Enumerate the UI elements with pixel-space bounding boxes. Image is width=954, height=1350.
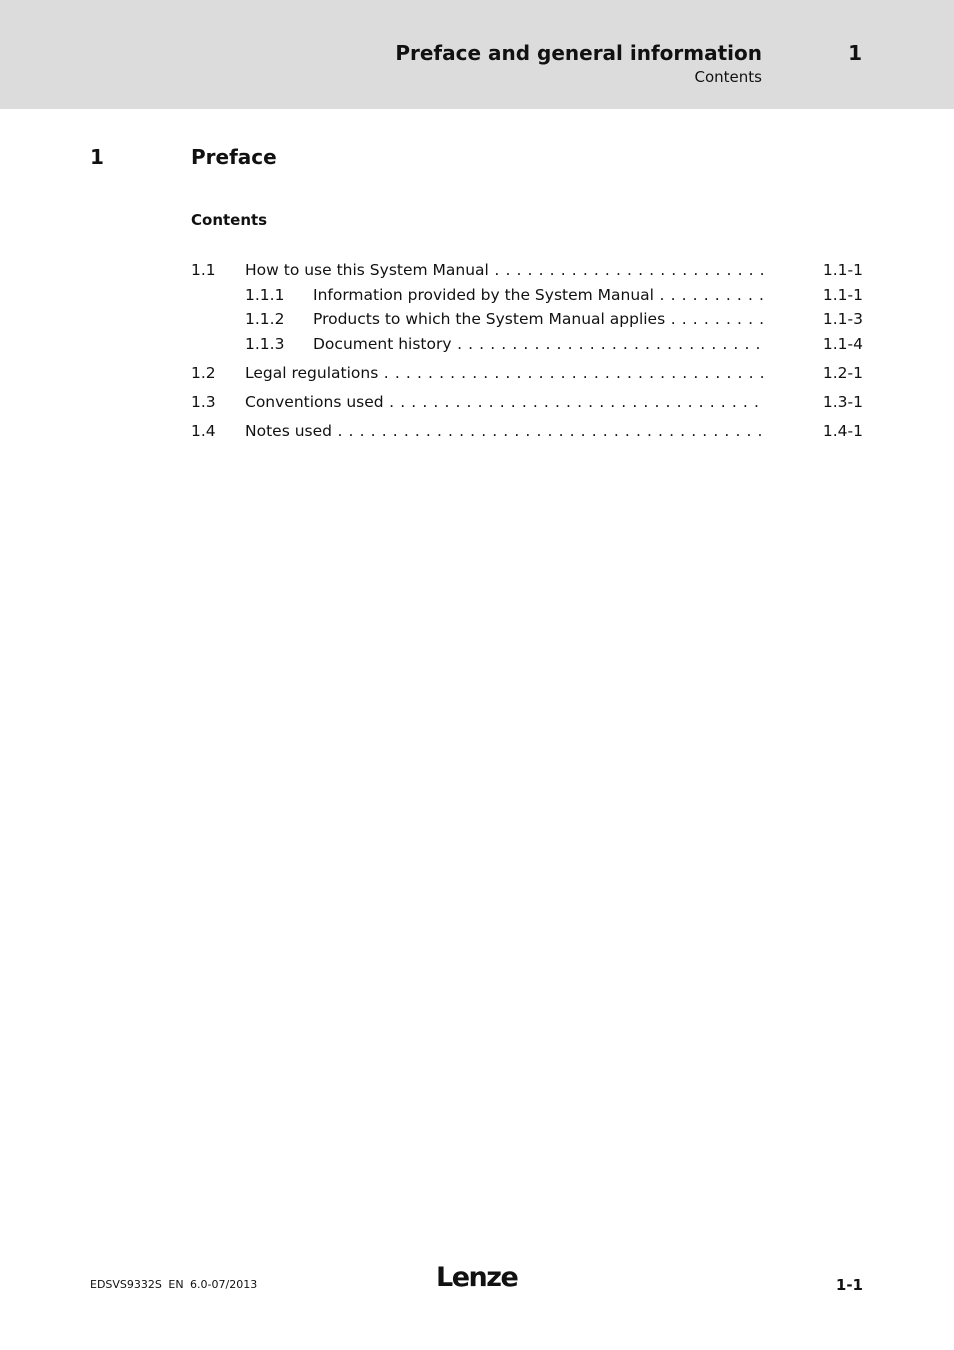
toc-entry-title[interactable]: Document history . . . bbox=[313, 333, 765, 355]
toc-entry-title[interactable]: Notes used . . . bbox=[245, 420, 765, 442]
toc-entry-number: 1.1.1 bbox=[245, 286, 285, 304]
toc-entry-number: 1.2 bbox=[191, 364, 216, 382]
toc-entry-page[interactable]: 1.1-3 bbox=[822, 310, 863, 328]
toc-entry[interactable] bbox=[0, 420, 954, 442]
footer-document-id: EDSVS9332S EN 6.0-07/2013 bbox=[90, 1278, 258, 1291]
toc-entry-number: 1.1.2 bbox=[245, 310, 285, 328]
page-header bbox=[0, 0, 954, 109]
header-title: Preface and general information bbox=[395, 41, 762, 65]
chapter-title: Preface bbox=[191, 145, 277, 169]
toc-entry[interactable] bbox=[0, 391, 954, 413]
toc-entry-page[interactable]: 1.4-1 bbox=[822, 422, 863, 440]
toc-entry-number: 1.1.3 bbox=[245, 335, 285, 353]
lenze-logo: Lenze bbox=[436, 1262, 518, 1293]
header-chapter-number: 1 bbox=[848, 41, 862, 65]
toc-entry-number: 1.3 bbox=[191, 393, 216, 411]
toc-entry-page[interactable]: 1.1-1 bbox=[822, 286, 863, 304]
toc-entry-page[interactable]: 1.1-4 bbox=[822, 335, 863, 353]
toc-entry-number: 1.4 bbox=[191, 422, 216, 440]
toc-entry-title[interactable]: Products to which the System Manual applies . . . bbox=[313, 308, 765, 330]
chapter-number: 1 bbox=[90, 145, 104, 169]
toc-entry[interactable] bbox=[0, 259, 954, 281]
toc-entry-page[interactable]: 1.2-1 bbox=[822, 364, 863, 382]
toc-entry-number: 1.1 bbox=[191, 261, 216, 279]
contents-heading: Contents bbox=[191, 211, 268, 229]
toc-entry[interactable] bbox=[0, 333, 954, 355]
header-subtitle: Contents bbox=[694, 68, 762, 86]
toc-entry-title[interactable]: Conventions used . . . bbox=[245, 391, 765, 413]
toc-entry[interactable] bbox=[0, 284, 954, 306]
toc-entry[interactable] bbox=[0, 308, 954, 330]
toc-entry-page[interactable]: 1.3-1 bbox=[822, 393, 863, 411]
toc-entry-title[interactable]: Information provided by the System Manual . . . bbox=[313, 284, 765, 306]
toc-entry-title[interactable]: How to use this System Manual . . . bbox=[245, 259, 765, 281]
footer-page-number: 1-1 bbox=[835, 1276, 863, 1294]
toc-entry-page[interactable]: 1.1-1 bbox=[822, 261, 863, 279]
toc-entry-title[interactable]: Legal regulations . . . bbox=[245, 362, 765, 384]
toc-entry[interactable] bbox=[0, 362, 954, 384]
